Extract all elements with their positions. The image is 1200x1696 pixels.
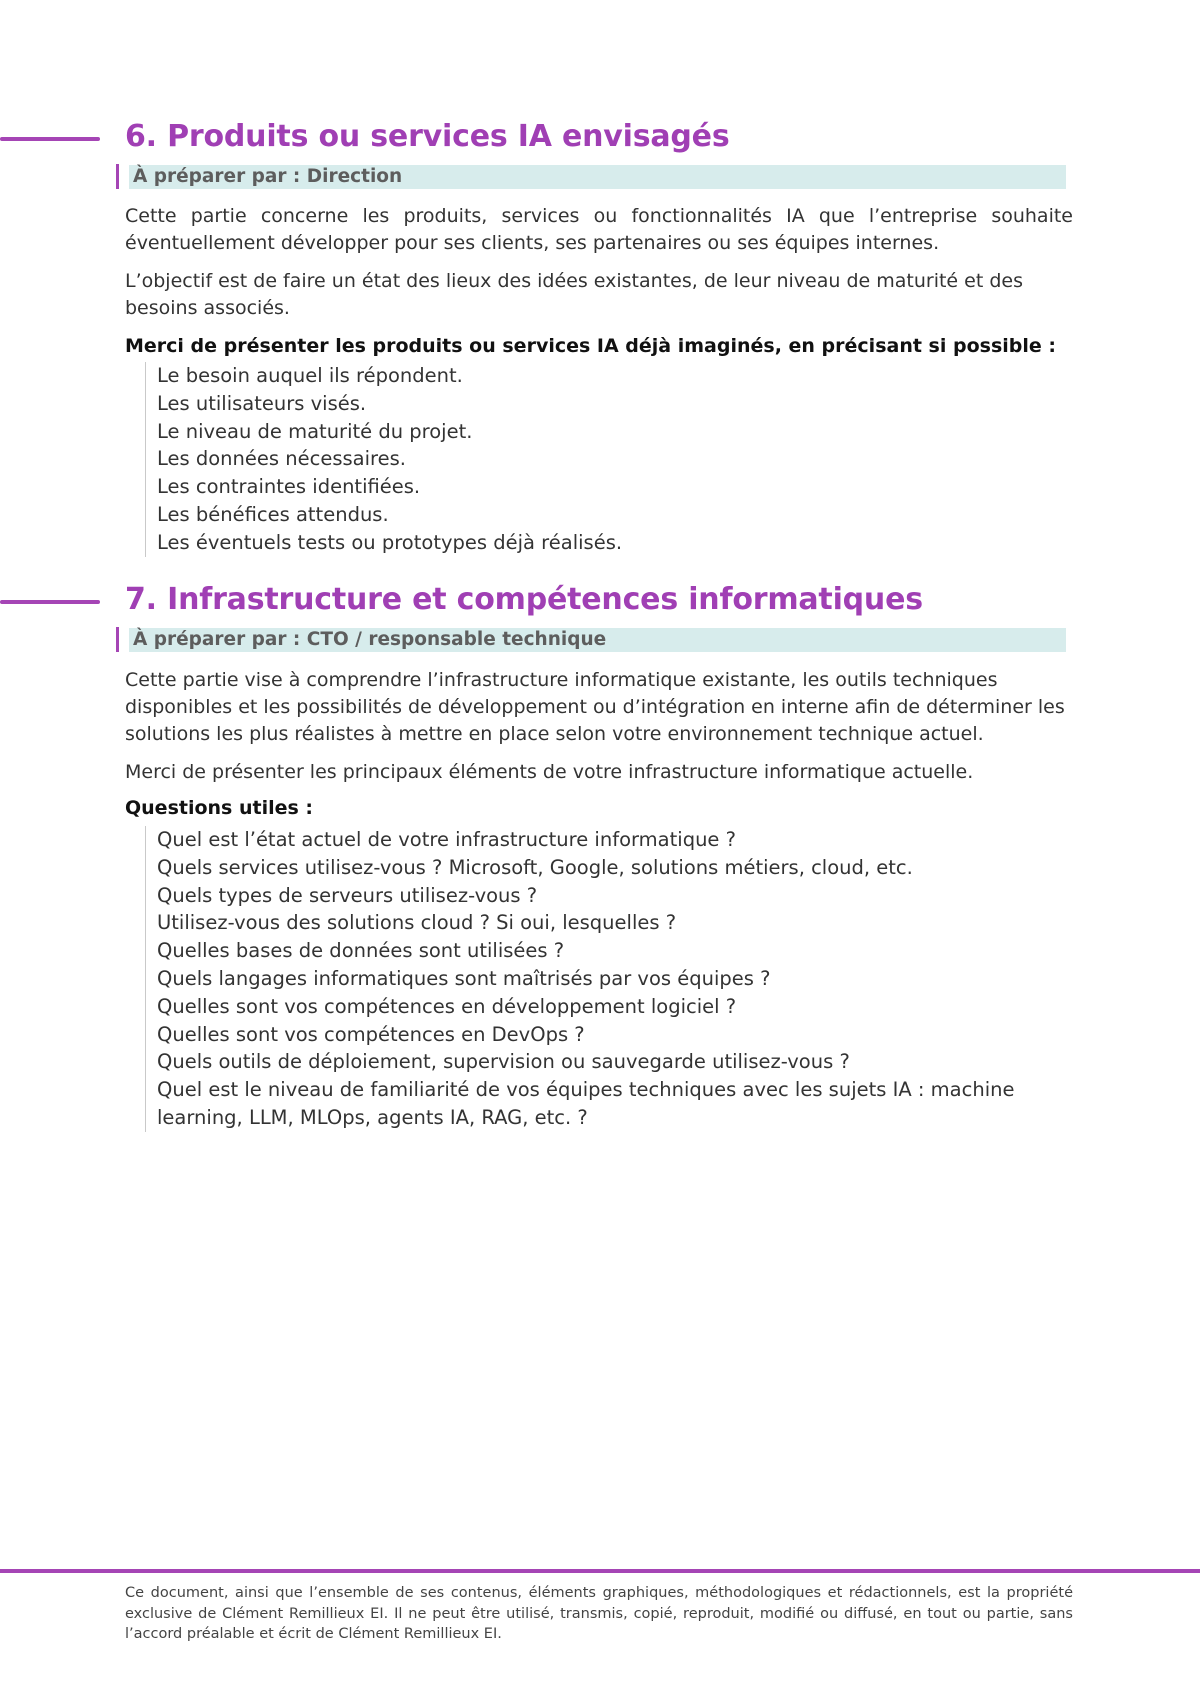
- banner-accent-bar: [116, 627, 119, 652]
- section-6-prepared-by: À préparer par : Direction: [133, 166, 403, 187]
- footer-copyright-notice: Ce document, ainsi que l’ensemble de ses contenus, éléments graphiques, méthodologiques et rédactionnels, est la propriété exclusive de Clément Remillieux EI. Il ne peut être utilisé, transmis, copié, reproduit, modifié ou diffusé, en tout ou partie, sans l’accord préalable et écrit de Clément Remillieux EI.: [125, 1585, 1073, 1642]
- section-6-list: [145, 362, 1077, 557]
- list-item: Les données nécessaires.: [157, 447, 406, 471]
- section-7-intro-paragraph: Cette partie vise à comprendre l’infrastructure informatique existante, les outils techniques disponibles et les possibilités de développement ou d’intégration en interne afin de déterminer les solutions les plus réalistes à mettre en place selon votre environnement technique actuel.: [125, 669, 1065, 745]
- banner-accent-bar: [116, 164, 119, 189]
- list-item: Quelles bases de données sont utilisées ?: [157, 939, 565, 963]
- list-item: Quel est l’état actuel de votre infrastructure informatique ?: [157, 828, 736, 851]
- section-6-prepared-by-banner: [116, 164, 1066, 189]
- list-item: Quels langages informatiques sont maîtrisés par vos équipes ?: [157, 966, 771, 990]
- section-6-lead: Merci de présenter les produits ou services IA déjà imaginés, en précisant si possible :: [125, 335, 1056, 357]
- list-item: Quels outils de déploiement, supervision ou sauvegarde utilisez-vous ?: [157, 1050, 850, 1074]
- section-7-accent-line: [0, 600, 100, 604]
- list-item: Quelles sont vos compétences en développement logiciel ?: [157, 994, 737, 1018]
- section-7-prepared-by: À préparer par : CTO / responsable technique: [133, 629, 607, 650]
- list-item: Quelles sont vos compétences en DevOps ?: [157, 1022, 585, 1046]
- list-item: Les contraintes identifiées.: [157, 475, 421, 499]
- section-7-list: [145, 826, 1077, 1132]
- section-6-title: 6. Produits ou services IA envisagés: [125, 119, 730, 154]
- section-7-lead: Questions utiles :: [125, 797, 314, 819]
- list-item: Le besoin auquel ils répondent.: [157, 364, 463, 387]
- list-item: Quels types de serveurs utilisez-vous ?: [157, 883, 538, 907]
- section-6-objective-paragraph: L’objectif est de faire un état des lieux des idées existantes, de leur niveau de maturité et des besoins associés.: [125, 270, 1023, 319]
- section-6-intro-paragraph: Cette partie concerne les produits, services ou fonctionnalités IA que l’entreprise souhaite éventuellement développer pour ses clients, ses partenaires ou ses équipes internes.: [125, 205, 1073, 254]
- list-item: Les utilisateurs visés.: [157, 391, 367, 415]
- list-item: Quel est le niveau de familiarité de vos équipes techniques avec les sujets IA : machine learning, LLM, MLOps, agents IA, RAG, etc. ?: [157, 1078, 1015, 1129]
- list-item: Le niveau de maturité du projet.: [157, 419, 473, 443]
- footer-divider: [0, 1569, 1200, 1573]
- list-item: Les éventuels tests ou prototypes déjà réalisés.: [157, 530, 623, 554]
- section-7-request-paragraph: Merci de présenter les principaux éléments de votre infrastructure informatique actuelle.: [125, 761, 974, 783]
- list-item: Utilisez-vous des solutions cloud ? Si oui, lesquelles ?: [157, 911, 677, 935]
- section-7-title: 7. Infrastructure et compétences informatiques: [125, 582, 923, 617]
- list-item: Quels services utilisez-vous ? Microsoft, Google, solutions métiers, cloud, etc.: [157, 855, 913, 879]
- section-6-accent-line: [0, 137, 100, 141]
- list-item: Les bénéfices attendus.: [157, 502, 389, 526]
- section-7-prepared-by-banner: [116, 627, 1066, 652]
